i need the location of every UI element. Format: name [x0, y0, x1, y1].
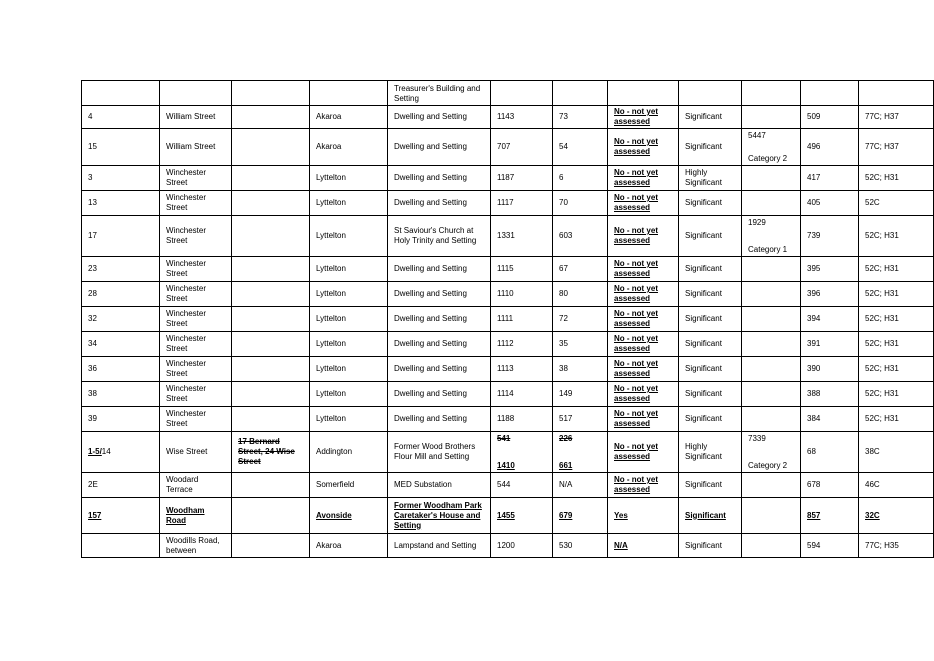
cell-map-ref	[801, 81, 859, 106]
heritage-schedule-table	[81, 80, 934, 558]
table-row	[82, 81, 934, 106]
cell-description: Dwelling and Setting	[388, 129, 491, 166]
cell-item-number: 149	[553, 382, 608, 407]
cell-locality	[310, 81, 388, 106]
cell-map-ref: 496	[801, 129, 859, 166]
cell-nzhpt	[742, 307, 801, 332]
cell-description: Dwelling and Setting	[388, 191, 491, 216]
cell-significance	[679, 81, 742, 106]
cell-number: 39	[82, 407, 160, 432]
cell-map-ref: 594	[801, 534, 859, 558]
cell-description: Dwelling and Setting	[388, 357, 491, 382]
table-row	[82, 257, 934, 282]
cell-description: St Saviour's Church at Holy Trinity and Setting	[388, 216, 491, 257]
cell-number: 15	[82, 129, 160, 166]
cell-map-ref: 509	[801, 106, 859, 129]
cell-planning-map: 52C; H31	[859, 307, 934, 332]
cell-item-number: 35	[553, 332, 608, 357]
cell-nzhpt: 7339 Category 2	[742, 432, 801, 473]
cell-locality: Lyttelton	[310, 166, 388, 191]
table-row-woodills-road	[82, 534, 934, 558]
table-row-woodard-terrace	[82, 473, 934, 498]
cell-nzhpt	[742, 498, 801, 534]
table-row	[82, 282, 934, 307]
cell-heritage-id: 1187	[491, 166, 553, 191]
cell-number: 36	[82, 357, 160, 382]
cell-nzhpt	[742, 106, 801, 129]
cell-nzhpt	[742, 357, 801, 382]
cell-assessment: No - not yet assessed	[608, 166, 679, 191]
cell-number: 1-5/14	[82, 432, 160, 473]
cell-assessment: No - not yet assessed	[608, 257, 679, 282]
table-row	[82, 382, 934, 407]
cell-item-number: 73	[553, 106, 608, 129]
cell-nzhpt	[742, 407, 801, 432]
cell-street: Winchester Street	[160, 357, 232, 382]
cell-locality: Lyttelton	[310, 332, 388, 357]
cell-alt-address	[232, 106, 310, 129]
cell-map-ref: 395	[801, 257, 859, 282]
cell-item-number: 530	[553, 534, 608, 558]
cell-item-number: 80	[553, 282, 608, 307]
cell-description: Dwelling and Setting	[388, 106, 491, 129]
cell-locality: Akaroa	[310, 106, 388, 129]
cell-street: Winchester Street	[160, 332, 232, 357]
cell-assessment: No - not yet assessed	[608, 106, 679, 129]
cell-number: 28	[82, 282, 160, 307]
cell-street: Woodham Road	[160, 498, 232, 534]
table-row	[82, 307, 934, 332]
cell-heritage-id: 1111	[491, 307, 553, 332]
table-row	[82, 166, 934, 191]
cell-heritage-id: 1331	[491, 216, 553, 257]
cell-street: Wise Street	[160, 432, 232, 473]
cell-heritage-id: 1112	[491, 332, 553, 357]
cell-description: Dwelling and Setting	[388, 407, 491, 432]
cell-map-ref: 396	[801, 282, 859, 307]
cell-alt-address	[232, 166, 310, 191]
cell-street: Woodard Terrace	[160, 473, 232, 498]
cell-description: Former Woodham Park Caretaker's House and Setting	[388, 498, 491, 534]
cell-planning-map: 32C	[859, 498, 934, 534]
cell-assessment: N/A	[608, 534, 679, 558]
cell-assessment: No - not yet assessed	[608, 129, 679, 166]
cell-number: 4	[82, 106, 160, 129]
cell-heritage-id: 1455	[491, 498, 553, 534]
cell-map-ref: 390	[801, 357, 859, 382]
cell-alt-address	[232, 282, 310, 307]
table-row-woodham-road	[82, 498, 934, 534]
cell-planning-map: 52C; H31	[859, 332, 934, 357]
cell-assessment: No - not yet assessed	[608, 282, 679, 307]
cell-heritage-id: 1115	[491, 257, 553, 282]
cell-number: 3	[82, 166, 160, 191]
cell-street: Winchester Street	[160, 382, 232, 407]
cell-locality: Lyttelton	[310, 407, 388, 432]
cell-heritage-id: 1143	[491, 106, 553, 129]
table-row	[82, 332, 934, 357]
cell-significance: Significant	[679, 498, 742, 534]
table-row	[82, 129, 934, 166]
cell-locality: Somerfield	[310, 473, 388, 498]
cell-planning-map: 52C; H31	[859, 357, 934, 382]
cell-heritage-id: 1114	[491, 382, 553, 407]
cell-street: Winchester Street	[160, 216, 232, 257]
cell-description: MED Substation	[388, 473, 491, 498]
cell-planning-map: 52C; H31	[859, 166, 934, 191]
cell-nzhpt: 1929 Category 1	[742, 216, 801, 257]
cell-locality: Lyttelton	[310, 191, 388, 216]
cell-planning-map: 77C; H37	[859, 106, 934, 129]
cell-alt-address	[232, 332, 310, 357]
cell-planning-map: 52C; H31	[859, 282, 934, 307]
cell-item-number: 603	[553, 216, 608, 257]
cell-planning-map: 77C; H37	[859, 129, 934, 166]
cell-number: 32	[82, 307, 160, 332]
cell-assessment: Yes	[608, 498, 679, 534]
cell-street: Winchester Street	[160, 166, 232, 191]
cell-map-ref: 405	[801, 191, 859, 216]
cell-heritage-id: 1200	[491, 534, 553, 558]
cell-planning-map: 52C; H31	[859, 257, 934, 282]
cell-description: Former Wood Brothers Flour Mill and Setting	[388, 432, 491, 473]
cell-alt-address	[232, 473, 310, 498]
cell-street: William Street	[160, 106, 232, 129]
table-row	[82, 191, 934, 216]
cell-item-number: 679	[553, 498, 608, 534]
cell-significance: Significant	[679, 357, 742, 382]
cell-map-ref: 678	[801, 473, 859, 498]
cell-number: 2E	[82, 473, 160, 498]
cell-street: Winchester Street	[160, 282, 232, 307]
cell-item-number: 6	[553, 166, 608, 191]
cell-heritage-id: 541 1410	[491, 432, 553, 473]
cell-locality: Avonside	[310, 498, 388, 534]
cell-item-number: 67	[553, 257, 608, 282]
cell-description: Dwelling and Setting	[388, 332, 491, 357]
cell-significance: Significant	[679, 106, 742, 129]
cell-assessment: No - not yet assessed	[608, 432, 679, 473]
cell-assessment: No - not yet assessed	[608, 191, 679, 216]
cell-number: 38	[82, 382, 160, 407]
cell-assessment	[608, 81, 679, 106]
cell-significance: Significant	[679, 332, 742, 357]
table-row-wise-street	[82, 432, 934, 473]
cell-locality: Lyttelton	[310, 307, 388, 332]
cell-heritage-id: 1117	[491, 191, 553, 216]
cell-nzhpt	[742, 382, 801, 407]
cell-map-ref: 388	[801, 382, 859, 407]
cell-heritage-id	[491, 81, 553, 106]
cell-map-ref: 417	[801, 166, 859, 191]
cell-map-ref: 739	[801, 216, 859, 257]
cell-alt-address	[232, 357, 310, 382]
cell-number: 13	[82, 191, 160, 216]
cell-planning-map	[859, 81, 934, 106]
cell-description: Dwelling and Setting	[388, 382, 491, 407]
cell-significance: Highly Significant	[679, 166, 742, 191]
cell-nzhpt	[742, 81, 801, 106]
cell-number: 157	[82, 498, 160, 534]
cell-locality: Lyttelton	[310, 357, 388, 382]
cell-description: Dwelling and Setting	[388, 282, 491, 307]
cell-description: Dwelling and Setting	[388, 166, 491, 191]
cell-description: Dwelling and Setting	[388, 307, 491, 332]
cell-locality: Lyttelton	[310, 257, 388, 282]
cell-significance: Significant	[679, 191, 742, 216]
cell-street: Winchester Street	[160, 407, 232, 432]
cell-planning-map: 52C; H31	[859, 382, 934, 407]
cell-assessment: No - not yet assessed	[608, 216, 679, 257]
cell-heritage-id: 1113	[491, 357, 553, 382]
cell-planning-map: 38C	[859, 432, 934, 473]
cell-alt-address	[232, 216, 310, 257]
cell-description: Lampstand and Setting	[388, 534, 491, 558]
cell-number	[82, 534, 160, 558]
cell-significance: Significant	[679, 534, 742, 558]
cell-item-number: 54	[553, 129, 608, 166]
cell-street: Winchester Street	[160, 307, 232, 332]
cell-assessment: No - not yet assessed	[608, 307, 679, 332]
cell-heritage-id: 544	[491, 473, 553, 498]
cell-alt-address	[232, 257, 310, 282]
cell-item-number: 70	[553, 191, 608, 216]
cell-street: Woodills Road, between	[160, 534, 232, 558]
cell-street: William Street	[160, 129, 232, 166]
cell-alt-address	[232, 498, 310, 534]
cell-map-ref: 394	[801, 307, 859, 332]
cell-nzhpt	[742, 473, 801, 498]
cell-nzhpt	[742, 191, 801, 216]
table-row	[82, 407, 934, 432]
cell-planning-map: 52C	[859, 191, 934, 216]
cell-significance: Significant	[679, 473, 742, 498]
cell-map-ref: 68	[801, 432, 859, 473]
cell-nzhpt	[742, 166, 801, 191]
cell-alt-address	[232, 191, 310, 216]
cell-nzhpt: 5447 Category 2	[742, 129, 801, 166]
cell-alt-address	[232, 382, 310, 407]
cell-description: Dwelling and Setting	[388, 257, 491, 282]
cell-significance: Significant	[679, 407, 742, 432]
cell-item-number: N/A	[553, 473, 608, 498]
cell-significance: Significant	[679, 382, 742, 407]
cell-alt-address	[232, 129, 310, 166]
cell-number: 23	[82, 257, 160, 282]
cell-significance: Significant	[679, 129, 742, 166]
cell-significance: Significant	[679, 216, 742, 257]
cell-significance: Significant	[679, 257, 742, 282]
cell-map-ref: 391	[801, 332, 859, 357]
cell-heritage-id: 707	[491, 129, 553, 166]
cell-item-number: 226 661	[553, 432, 608, 473]
cell-significance: Significant	[679, 307, 742, 332]
cell-assessment: No - not yet assessed	[608, 382, 679, 407]
cell-alt-address: 17 Bernard Street, 24 Wise Street	[232, 432, 310, 473]
cell-number: 17	[82, 216, 160, 257]
cell-nzhpt	[742, 332, 801, 357]
table-row	[82, 357, 934, 382]
cell-locality: Akaroa	[310, 534, 388, 558]
cell-locality: Addington	[310, 432, 388, 473]
cell-assessment: No - not yet assessed	[608, 332, 679, 357]
cell-description: Treasurer's Building and Setting	[388, 81, 491, 106]
cell-alt-address	[232, 407, 310, 432]
table-row	[82, 106, 934, 129]
cell-assessment: No - not yet assessed	[608, 473, 679, 498]
cell-significance: Significant	[679, 282, 742, 307]
cell-nzhpt	[742, 534, 801, 558]
cell-street: Winchester Street	[160, 191, 232, 216]
cell-alt-address	[232, 307, 310, 332]
cell-planning-map: 52C; H31	[859, 407, 934, 432]
cell-alt-address	[232, 81, 310, 106]
cell-number: 34	[82, 332, 160, 357]
cell-planning-map: 52C; H31	[859, 216, 934, 257]
cell-street: Winchester Street	[160, 257, 232, 282]
cell-nzhpt	[742, 257, 801, 282]
cell-significance: Highly Significant	[679, 432, 742, 473]
cell-map-ref: 384	[801, 407, 859, 432]
cell-nzhpt	[742, 282, 801, 307]
cell-item-number: 38	[553, 357, 608, 382]
cell-locality: Lyttelton	[310, 216, 388, 257]
cell-assessment: No - not yet assessed	[608, 357, 679, 382]
table-row	[82, 216, 934, 257]
cell-street	[160, 81, 232, 106]
cell-assessment: No - not yet assessed	[608, 407, 679, 432]
cell-map-ref: 857	[801, 498, 859, 534]
cell-alt-address	[232, 534, 310, 558]
cell-locality: Lyttelton	[310, 382, 388, 407]
cell-locality: Akaroa	[310, 129, 388, 166]
cell-planning-map: 77C; H35	[859, 534, 934, 558]
cell-heritage-id: 1188	[491, 407, 553, 432]
cell-item-number	[553, 81, 608, 106]
cell-locality: Lyttelton	[310, 282, 388, 307]
cell-planning-map: 46C	[859, 473, 934, 498]
cell-item-number: 517	[553, 407, 608, 432]
cell-number	[82, 81, 160, 106]
cell-heritage-id: 1110	[491, 282, 553, 307]
cell-item-number: 72	[553, 307, 608, 332]
